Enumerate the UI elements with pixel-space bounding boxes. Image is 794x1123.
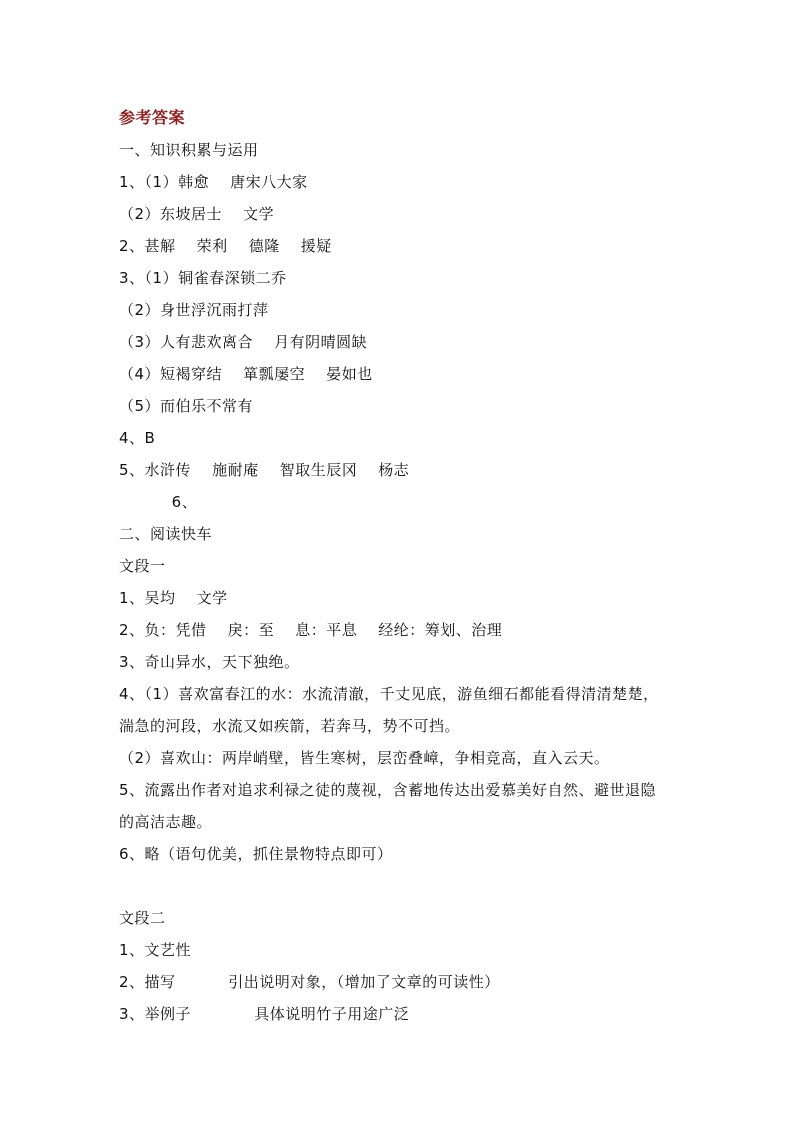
answer-line: 6、: [119, 493, 198, 511]
answer-line: 1、（1）韩愈 唐宋八大家: [119, 173, 308, 191]
answer-line: 2、描写 引出说明对象，（增加了文章的可读性）: [119, 973, 500, 991]
answer-line: 3、（1）铜雀春深锁二乔: [119, 269, 287, 287]
answer-line: （2）身世浮沉雨打萍: [119, 301, 269, 319]
answer-line: 5、流露出作者对追求利禄之徒的蔑视，含蓄地传达出爱慕美好自然、避世退隐: [119, 781, 657, 799]
answer-line: 1、吴均 文学: [119, 589, 228, 607]
answer-line: （5）而伯乐不常有: [119, 397, 254, 415]
answer-line: 湍急的河段，水流又如疾箭，若奔马，势不可挡。: [119, 717, 461, 735]
answer-line: 1、文艺性: [119, 941, 192, 959]
answer-line: 2、负：凭借 戾：至 息：平息 经纶：筹划、治理: [119, 621, 503, 639]
answer-line: 4、（1）喜欢富春江的水：水流清澈，千丈见底，游鱼细石都能看得清清楚楚，: [119, 685, 659, 703]
answer-line: 5、水浒传 施耐庵 智取生辰冈 杨志: [119, 461, 410, 479]
subsection-heading: 文段二: [119, 909, 166, 927]
section-heading: 一、知识积累与运用: [119, 141, 259, 159]
answer-line: （2）喜欢山：两岸峭壁，皆生寒树，层峦叠嶂，争相竞高，直入云天。: [119, 749, 610, 767]
subsection-heading: 文段一: [119, 557, 166, 575]
section-heading: 二、阅读快车: [119, 525, 213, 543]
answer-line: 6、略（语句优美，抓住景物特点即可）: [119, 845, 393, 863]
answer-line: （4）短褐穿结 箪瓢屡空 晏如也: [119, 365, 373, 383]
answer-line: 2、甚解 荣利 德隆 援疑: [119, 237, 332, 255]
answer-line: 3、举例子 具体说明竹子用途广泛: [119, 1005, 410, 1023]
answer-line: 4、B: [119, 429, 156, 447]
answer-line: （3）人有悲欢离合 月有阴晴圆缺: [119, 333, 368, 351]
answer-line: 的高洁志趣。: [119, 813, 213, 831]
answer-line: （2）东坡居士 文学: [119, 205, 275, 223]
answer-line: 3、奇山异水，天下独绝。: [119, 653, 300, 671]
answer-title: 参考答案: [119, 108, 186, 127]
